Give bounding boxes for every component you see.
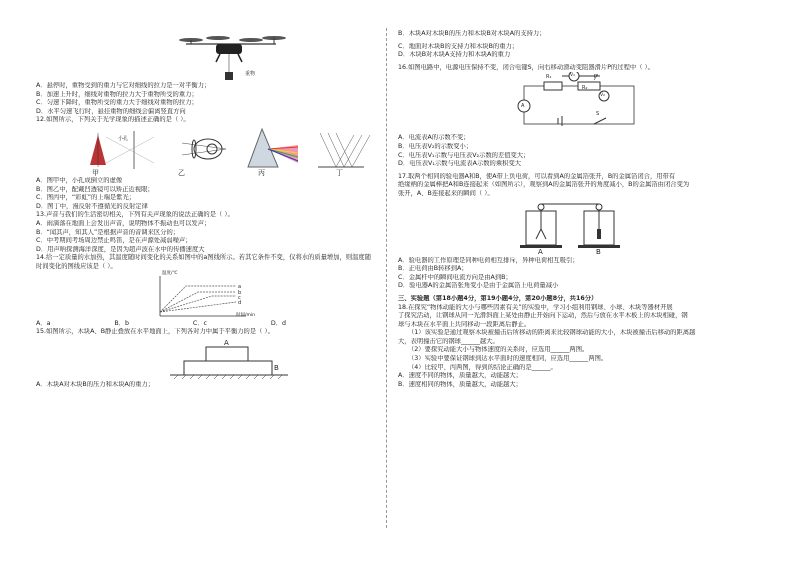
graph-xlabel: 时间/min: [236, 312, 256, 318]
q18-sub-1-cont: 大，表明撞击它的钢球______越大。: [398, 337, 499, 345]
q18-sub-4: （4）比较甲、丙两图，得到的结论正确的是______。: [408, 363, 557, 371]
q13-option-a: A．雨滴落在地面上会发出声音，说明物体不振动也可以发声；: [36, 219, 211, 227]
r1-label: R₁: [546, 74, 552, 81]
left-column: [36, 30, 376, 389]
q16-option-c: C．电压表V₁示数与电压表V₂示数的差值变大；: [398, 151, 530, 159]
curve-a-label: a: [238, 283, 242, 290]
q17-stem-line-4: 张开，A、B连接起来的瞬间（ ）。: [398, 189, 494, 197]
q18-stem-line-3: 球与木块在水平面上共同移动一段距离后静止。: [398, 320, 531, 328]
q14-option-a: A．a: [36, 319, 51, 327]
q18-sub-1: （1）该实验是通过观察木块被撞击后所移动的距离来比较钢球动能的大小，木块被撞击后移动的距离越: [408, 329, 696, 337]
curve-b-label: b: [238, 289, 242, 296]
q11-option-c: C．匀速下降时，重物所受的重力大于细线对重物的拉力；: [36, 99, 198, 107]
q15-option-c: C．地面对木块B的支持力和木块B的重力；: [398, 42, 519, 50]
q11-option-b: B．加速上升时，细线对重物的拉力大于重物所受的重力；: [36, 90, 198, 98]
q16-stem: 16.如图电路中，电源电压保持不变，闭合电键S，向右移动滑动变阻器滑片P的过程中（ ）。: [398, 63, 654, 71]
drone-figure: [36, 30, 376, 82]
q18-subquestions: [398, 329, 758, 389]
q18-stem-line-1: 18.在探究“物体动能的大小与哪些因素有关”的实验中，学习小组利用钢球、小球、木块等器材开展: [398, 303, 673, 311]
electroscope-b-label: B: [596, 247, 601, 256]
graph-ylabel: 温度/℃: [162, 270, 178, 276]
q15-option-d: D．木块B对木块A支持力和木块A的重力: [398, 51, 511, 59]
electroscopes-illustration: [398, 199, 758, 257]
section-3-heading: 三、实验题（第18小题4分，第19小题4分，第20小题8分，共16分）: [398, 294, 598, 302]
q15-option-b: B．木块A对木块B的压力和木块B对木块A的支持力；: [398, 30, 546, 37]
fig-label-ding: 丁: [336, 168, 343, 177]
switch-label: S: [596, 111, 600, 118]
q14-options: [36, 320, 286, 329]
q17-option-b: B．正电荷由B转移到A；: [398, 265, 468, 273]
q17-stem-line-1: 17.取两个相同的验电器A和B，使A带上负电荷，可以看到A的金属箔张开，B的金属箔闭合，用带有: [398, 172, 676, 180]
electroscope-a-label: A: [538, 247, 543, 256]
q16-options: [398, 134, 758, 168]
q13-option-d: D．用声呐探测海洋深度，是因为超声波在水中的传播速度大: [36, 245, 205, 253]
circuit-diagram: [398, 72, 758, 134]
q16-circuit: [398, 72, 758, 134]
q11-option-d: D．水平匀速飞行时，悬挂重物的细线会偏离竖直方向: [36, 107, 186, 115]
pinhole-label: 小孔: [118, 135, 129, 142]
q14-stem: 14.给一定质量的水加热，其温度随时间变化的关系如图中的a图线所示。若其它条件不变，仅将水的质量增加，则温度随时间变化的图线应该是（ ）。: [36, 254, 372, 270]
q14-option-b: B．b: [114, 319, 129, 327]
q11-option-a: A．悬停时，重物受到的重力与它对细线的拉力是一对平衡力；: [36, 82, 211, 89]
q12-figure: [36, 125, 376, 177]
temperature-graph: [36, 272, 376, 320]
q18-sub-3: （3）实验中要保证钢球到达水平面时的速度相同，应选用______两图。: [408, 355, 608, 363]
q17-option-a: A．验电器的工作原理是同种电荷相互排斥，异种电荷相互吸引；: [398, 256, 579, 264]
q18-option-b: B．速度相同的物体，质量越大，动能越大；: [398, 380, 522, 388]
q12-options: [36, 177, 376, 211]
q17-options: [398, 257, 758, 291]
drone-illustration: [36, 30, 376, 82]
ammeter-label: A: [521, 103, 525, 110]
q15-option-a: A．木块A对木块B的压力和木块A的重力；: [36, 380, 154, 388]
r2-label: R₂: [582, 85, 588, 92]
fig-label-yi: 乙: [178, 168, 185, 177]
q15-figure: [36, 337, 376, 381]
q14-graph: [36, 272, 376, 320]
q18-stem-line-2: 了探究活动，让钢球从同一光滑斜面上某处由静止开始向下运动，然后与放在水平木板上的木块相碰，钢: [398, 312, 688, 320]
q17-stem-line-2: 绝缘柄的金属棒把A和B连接起来（如图所示），观察到A的金属箔张开的角度减小，B的金属箔由闭合变为: [398, 181, 690, 189]
v2-label: V₂: [600, 93, 605, 99]
q15-stem: 15.如图所示，木块A、B静止叠放在水平地面上，下列各对力中属于平衡力的是（ ）。: [36, 328, 274, 336]
q12-option-b: B．图乙中，配戴凹透镜可以矫正近视眼；: [36, 185, 154, 193]
q12-option-a: A．图甲中，小孔成倒立的虚像: [36, 176, 123, 184]
curve-d-label: d: [238, 299, 242, 306]
column-divider: [386, 28, 387, 528]
v1-label: V₁: [570, 73, 575, 79]
optics-illustration: [36, 125, 376, 177]
q12-option-d: D．图丁中，漫反射不遵循光的反射定律: [36, 202, 148, 210]
curve-c-label: c: [238, 294, 241, 301]
block-a-label: A: [224, 338, 229, 347]
drone-caption: 重物: [245, 71, 256, 77]
q13-stem: 13.声音与我们的生活密切相关，下列有关声现象的说法正确的是（ ）。: [36, 211, 234, 219]
q12-option-c: C．图丙中，“彩虹”的上端是紫光；: [36, 194, 136, 202]
q13-option-b: B．“闻其声，知其人”是根据声音的音调来区分的；: [36, 228, 180, 236]
q17-stem: [398, 173, 758, 199]
blocks-illustration: [36, 337, 376, 381]
q18-sub-2: （2）要探究动能大小与物体速度的关系时，应选用______两图。: [408, 346, 589, 354]
fig-label-bing: 丙: [258, 168, 265, 177]
q17-figure: [398, 199, 758, 257]
q18-option-a: A．速度不同的物体，质量越大，动能越大；: [398, 372, 522, 380]
block-b-label: B: [274, 363, 279, 372]
q14-option-d: D．d: [270, 319, 286, 327]
q12-stem: 12.如图所示，下列关于光学现象的描述正确的是（ ）。: [36, 116, 190, 124]
q16-option-a: A．电流表A的示数不变；: [398, 134, 470, 142]
slider-p-label: P: [594, 74, 598, 81]
q16-option-d: D．电压表V₁示数与电流表A示数的乘积变大: [398, 160, 522, 168]
q18-stem: [398, 304, 758, 330]
q13-options: [36, 220, 376, 254]
q11-options: [36, 82, 376, 116]
fig-label-jia: 甲: [92, 168, 99, 177]
q14-option-c: C．c: [192, 319, 207, 327]
right-column: [398, 30, 758, 389]
q17-option-c: C．金属杆中的瞬间电流方向是由A到B；: [398, 273, 512, 281]
q13-option-c: C．中考期间考场周边禁止鸣笛，是在声源处减弱噪声；: [36, 237, 192, 245]
q16-option-b: B．电压表V₂的示数变小；: [398, 142, 473, 150]
q17-option-d: D．验电器A的金属箔张角变小是由于金属箔上电荷量减小: [398, 282, 559, 290]
